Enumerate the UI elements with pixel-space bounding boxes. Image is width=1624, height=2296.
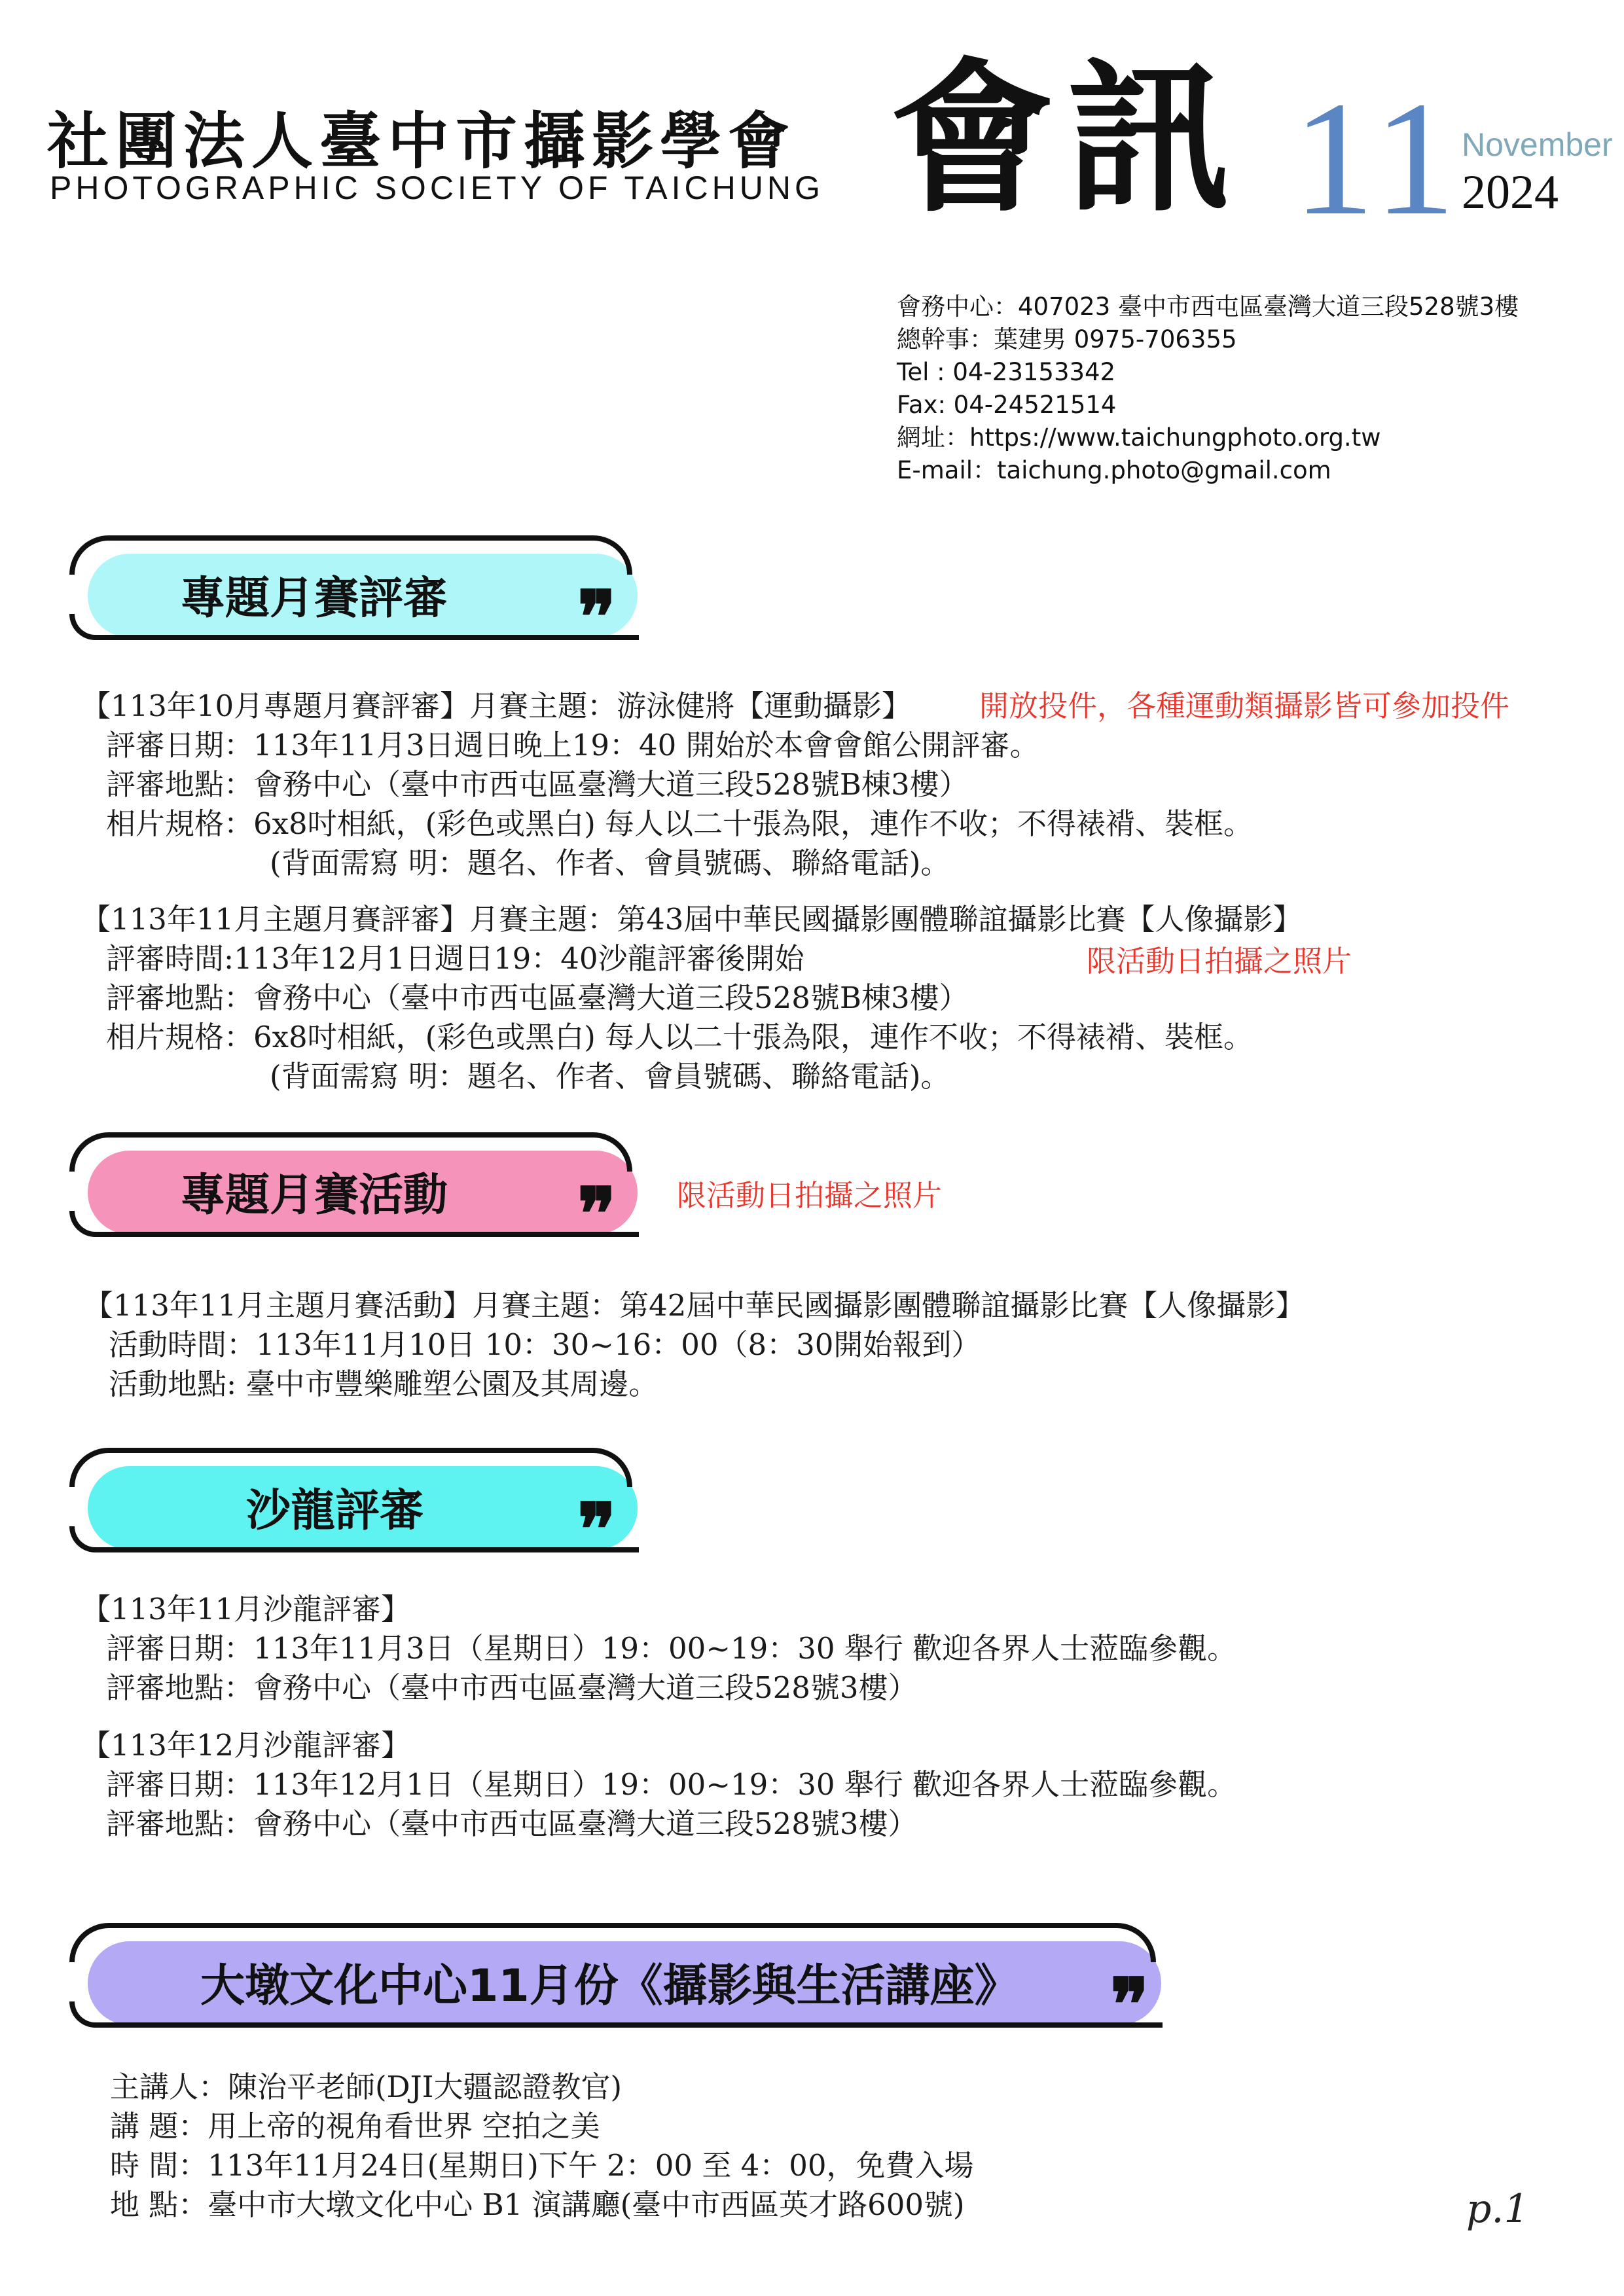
lecture-topic: 講 題：用上帝的視角看世界 空拍之美 xyxy=(110,2109,600,2144)
heading-frame xyxy=(69,535,580,575)
salon-nov-date: 評審日期：113年11月3日（星期日）19：00~19：30 舉行 歡迎各界人士蒞臨參觀。 xyxy=(106,1631,1237,1666)
oct-judging-note: 開放投件，各種運動類攝影皆可參加投件 xyxy=(979,689,1510,723)
oct-judging-back: (背面需寫 明：題名、作者、會員號碼、聯絡電話)。 xyxy=(270,846,950,880)
quote-mark-icon: ❞ xyxy=(577,1172,617,1256)
salon-nov-title: 【113年11月沙龍評審】 xyxy=(81,1592,411,1626)
activity-title: 【113年11月主題月賽活動】月賽主題：第42屆中華民國攝影團體聯誼攝影比賽【人像攝影】 xyxy=(84,1288,1305,1323)
issue-year: 2024 xyxy=(1462,166,1559,219)
activity-place: 活動地點: 臺中市豐樂雕塑公園及其周邊。 xyxy=(109,1367,659,1401)
oct-judging-date: 評審日期：113年11月3日週日晚上19：40 開始於本會會館公開評審。 xyxy=(106,728,1039,762)
quote-mark-icon: ❞ xyxy=(577,1487,617,1571)
oct-judging-place: 評審地點：會務中心（臺中市西屯區臺灣大道三段528號B棟3樓） xyxy=(106,767,969,802)
salon-dec-place: 評審地點：會務中心（臺中市西屯區臺灣大道三段528號3樓） xyxy=(106,1806,918,1841)
section-heading-activity xyxy=(69,1132,645,1256)
salon-dec-date: 評審日期：113年12月1日（星期日）19：00~19：30 舉行 歡迎各界人士蒞臨參觀。 xyxy=(106,1767,1237,1802)
activity-time: 活動時間：113年11月10日 10：30~16：00（8：30開始報到） xyxy=(109,1327,981,1362)
quote-mark-icon: ❞ xyxy=(1110,1962,1149,2047)
section-title: 沙龍評審 xyxy=(246,1485,425,1537)
oct-judging-title: 【113年10月專題月賽評審】月賽主題：游泳健將【運動攝影】 xyxy=(81,689,912,723)
section-title: 專題月賽活動 xyxy=(181,1170,448,1221)
contact-secretary: 總幹事：葉建男 0975-706355 xyxy=(897,325,1237,353)
newsletter-title: 會訊 xyxy=(890,44,1244,234)
lecture-place: 地 點：臺中市大墩文化中心 B1 演講廳(臺中市西區英才路600號) xyxy=(110,2187,965,2222)
contact-block xyxy=(897,291,1519,487)
nov-judging-back: (背面需寫 明：題名、作者、會員號碼、聯絡電話)。 xyxy=(270,1059,950,1094)
lecture-time: 時 間：113年11月24日(星期日)下午 2：00 至 4：00，免費入場 xyxy=(110,2148,974,2183)
nov-judging-time: 評審時間:113年12月1日週日19：40沙龍評審後開始 xyxy=(106,941,804,976)
issue-number: 11 xyxy=(1293,68,1461,249)
nov-judging-place: 評審地點：會務中心（臺中市西屯區臺灣大道三段528號B棟3樓） xyxy=(106,980,969,1015)
org-name-zh: 社團法人臺中市攝影學會 xyxy=(47,105,797,177)
section-title: 大墩文化中心11月份《攝影與生活講座》 xyxy=(200,1960,1019,2012)
lecture-speaker: 主講人：陳治平老師(DJI大疆認證教官) xyxy=(110,2070,623,2104)
section-title: 專題月賽評審 xyxy=(181,573,448,624)
page-number: p.1 xyxy=(1466,2186,1529,2232)
org-name-en: PHOTOGRAPHIC SOCIETY OF TAICHUNG xyxy=(50,170,824,206)
section-heading-salon xyxy=(69,1448,645,1571)
contact-office: 會務中心：407023 臺中市西屯區臺灣大道三段528號3樓 xyxy=(897,293,1519,321)
contact-tel: Tel : 04-23153342 xyxy=(897,358,1116,386)
contact-website[interactable]: 網址：https://www.taichungphoto.org.tw xyxy=(897,423,1381,452)
salon-nov-place: 評審地點：會務中心（臺中市西屯區臺灣大道三段528號3樓） xyxy=(106,1670,918,1705)
contact-email[interactable]: E-mail：taichung.photo@gmail.com xyxy=(897,456,1331,484)
oct-judging-spec: 相片規格：6x8吋相紙，(彩色或黑白) 每人以二十張為限，連作不收；不得裱褙、裝框。 xyxy=(106,806,1254,841)
section-heading-judging xyxy=(69,535,645,659)
nov-judging-note: 限活動日拍攝之照片 xyxy=(1087,944,1352,978)
issue-month: November xyxy=(1462,126,1613,163)
contact-fax: Fax: 04-24521514 xyxy=(897,391,1117,419)
activity-note: 限活動日拍攝之照片 xyxy=(677,1178,943,1213)
salon-dec-title: 【113年12月沙龍評審】 xyxy=(81,1728,411,1763)
section-heading-lecture xyxy=(69,1923,1182,2047)
nov-judging-title: 【113年11月主題月賽評審】月賽主題：第43屆中華民國攝影團體聯誼攝影比賽【人像攝影】 xyxy=(81,902,1303,937)
quote-mark-icon: ❞ xyxy=(577,575,617,659)
nov-judging-spec: 相片規格：6x8吋相紙，(彩色或黑白) 每人以二十張為限，連作不收；不得裱褙、裝框。 xyxy=(106,1020,1254,1054)
